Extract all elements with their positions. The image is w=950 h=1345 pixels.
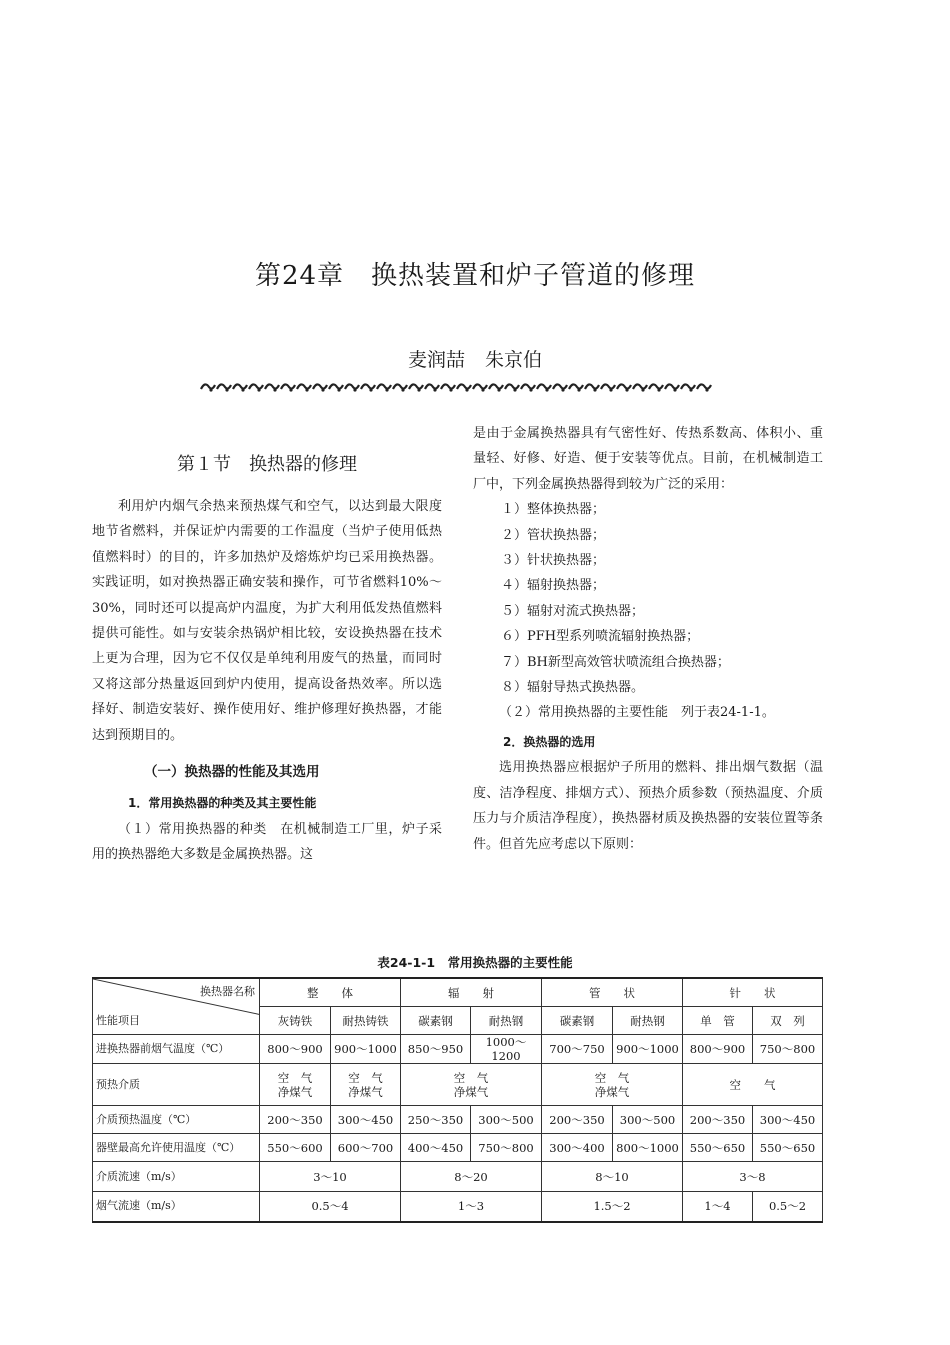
row-label: 预热介质 xyxy=(93,1064,260,1106)
row-label: 器壁最高允许使用温度（℃） xyxy=(93,1134,260,1162)
table-cell: 1.5～2 xyxy=(542,1192,683,1222)
list-item: ２）管状换热器； xyxy=(501,527,606,543)
heading-performance-selection: （一）换热器的性能及其选用 xyxy=(144,764,320,781)
list-item: ７）BH新型高效管状喷流组合换热器； xyxy=(501,654,730,670)
cell-line: 空 气 xyxy=(594,1070,630,1085)
ornament-divider xyxy=(200,378,712,396)
table-header-row xyxy=(93,978,823,1007)
cell-line: 空 气 xyxy=(277,1070,313,1085)
table-cell: 200～350 xyxy=(542,1106,613,1134)
sub-header: 碳素钢 xyxy=(401,1007,471,1035)
sub-header: 碳素钢 xyxy=(542,1007,613,1035)
table-row xyxy=(93,1162,823,1192)
group-header: 整 体 xyxy=(260,978,401,1007)
sub-header: 灰铸铁 xyxy=(260,1007,331,1035)
table-cell: 750～800 xyxy=(471,1134,542,1162)
table-cell: 3～8 xyxy=(683,1162,823,1192)
list-item: ３）针状换热器； xyxy=(501,553,606,569)
table-cell: 300～450 xyxy=(753,1106,823,1134)
table-cell: 300～500 xyxy=(471,1106,542,1134)
row-label: 进换热器前烟气温度（℃） xyxy=(93,1035,260,1064)
corner-top-label: 换热器名称 xyxy=(200,985,255,998)
sub-header: 单 管 xyxy=(683,1007,753,1035)
table-cell: 3～10 xyxy=(260,1162,401,1192)
table-cell: 750～800 xyxy=(753,1035,823,1064)
list-item: ８）辐射导热式换热器。 xyxy=(501,680,645,696)
performance-paragraph: （２）常用换热器的主要性能 列于表24-1-1。 xyxy=(499,705,775,721)
selection-paragraph: 选用换热器应根据炉子所用的燃料、排出烟气数据（温度、洁净程度、排烟方式）、预热介质参数（预热温度、介质压力与介质洁净程度），换热器材质及换热器的安装位置等条件。但首先应考虑以下原则： xyxy=(473,760,823,852)
table-cell: 300～400 xyxy=(542,1134,613,1162)
cell-line: 净煤气 xyxy=(348,1084,383,1099)
table-corner-cell xyxy=(93,978,260,1035)
table-row xyxy=(93,1035,823,1064)
table-cell: 600～700 xyxy=(331,1134,401,1162)
table-row xyxy=(93,1192,823,1222)
table-cell: 850～950 xyxy=(401,1035,471,1064)
table-cell: 0.5～4 xyxy=(260,1192,401,1222)
cell-line: 空 气 xyxy=(453,1070,489,1085)
group-header: 管 状 xyxy=(542,978,683,1007)
table-cell: 300～500 xyxy=(613,1106,683,1134)
left-column xyxy=(92,494,442,868)
group-header: 辐 射 xyxy=(401,978,542,1007)
table-row xyxy=(93,1134,823,1162)
table-cell: 900～1000 xyxy=(331,1035,401,1064)
table-cell: 550～650 xyxy=(683,1134,753,1162)
types-paragraph: （１）常用换热器的种类 在机械制造工厂里，炉子采用的换热器绝大多数是金属换热器。这 xyxy=(92,821,442,863)
table-caption: 表24-1-1 常用换热器的主要性能 xyxy=(377,955,573,970)
cell-line: 净煤气 xyxy=(594,1084,630,1099)
cell-line: 净煤气 xyxy=(453,1084,489,1099)
table-cell: 1000～1200 xyxy=(471,1035,542,1064)
table-cell: 800～900 xyxy=(260,1035,331,1064)
section-title: 第１节 换热器的修理 xyxy=(177,454,357,475)
table-cell xyxy=(260,1064,331,1106)
list-item: ４）辐射换热器； xyxy=(501,578,606,594)
table-cell: 700～750 xyxy=(542,1035,613,1064)
table-cell: 400～450 xyxy=(401,1134,471,1162)
table-row xyxy=(93,1064,823,1106)
table-cell: 200～350 xyxy=(260,1106,331,1134)
chapter-title: 第24章 换热装置和炉子管道的修理 xyxy=(254,261,696,291)
list-item: ５）辐射对流式换热器； xyxy=(501,603,645,619)
table-cell: 550～650 xyxy=(753,1134,823,1162)
table-cell: 300～450 xyxy=(331,1106,401,1134)
table-cell: 550～600 xyxy=(260,1134,331,1162)
authors: 麦润喆 朱京伯 xyxy=(407,349,543,371)
intro-paragraph: 利用炉内烟气余热来预热煤气和空气，以达到最大限度地节省燃料，并保证炉内需要的工作温度（当炉子使用低热值燃料时）的目的，许多加热炉及熔炼炉均已采用换热器。实践证明，如对换热器正确安装和操作，可节省燃料10%～30%，同时还可以提高炉内温度，为扩大利用低发热值燃料提供可能性。如与安装余热锅炉相比较，安设换热器在技术上更为合理，因为它不仅仅是单纯利用废气的热量，而同时又将这部分热量返回到炉内使用，提高设备热效率。所以选择好、制造安装好、操作使用好、维护修理好换热器，才能达到预期目的。 xyxy=(92,499,442,743)
table-cell: 0.5～2 xyxy=(753,1192,823,1222)
corner-bottom-label: 性能项目 xyxy=(96,1014,140,1027)
advantages-paragraph: 是由于金属换热器具有气密性好、传热系数高、体积小、重量轻、好修、好造、便于安装等优点。目前，在机械制造工厂中，下列金属换热器得到较为广泛的采用： xyxy=(473,426,823,492)
table-cell: 1～3 xyxy=(401,1192,542,1222)
heading-types: 1．常用换热器的种类及其主要性能 xyxy=(128,796,317,811)
heat-exchanger-spec-table xyxy=(92,977,823,1223)
table-cell: 空 气 xyxy=(683,1064,823,1106)
table-cell xyxy=(401,1064,542,1106)
row-label: 烟气流速（m/s） xyxy=(93,1192,260,1222)
row-label: 介质流速（m/s） xyxy=(93,1162,260,1192)
group-header: 针 状 xyxy=(683,978,823,1007)
cell-line: 空 气 xyxy=(348,1070,383,1085)
table-cell: 8～20 xyxy=(401,1162,542,1192)
heading-selection: 2．换热器的选用 xyxy=(503,734,596,749)
table-cell: 200～350 xyxy=(683,1106,753,1134)
list-item: １）整体换热器； xyxy=(501,502,606,518)
sub-header: 耐热钢 xyxy=(471,1007,542,1035)
table-row xyxy=(93,1106,823,1134)
table-cell: 1～4 xyxy=(683,1192,753,1222)
table-cell: 800～1000 xyxy=(613,1134,683,1162)
table-cell xyxy=(331,1064,401,1106)
sub-header: 双 列 xyxy=(753,1007,823,1035)
right-column xyxy=(473,421,823,857)
table-cell xyxy=(542,1064,683,1106)
table-cell: 900～1000 xyxy=(613,1035,683,1064)
cell-line: 净煤气 xyxy=(277,1084,313,1099)
table-cell: 8～10 xyxy=(542,1162,683,1192)
list-item: ６）PFH型系列喷流辐射换热器； xyxy=(501,629,700,645)
sub-header: 耐热铸铁 xyxy=(331,1007,401,1035)
row-label: 介质预热温度（℃） xyxy=(93,1106,260,1134)
sub-header: 耐热钢 xyxy=(613,1007,683,1035)
table-cell: 250～350 xyxy=(401,1106,471,1134)
table-cell: 800～900 xyxy=(683,1035,753,1064)
